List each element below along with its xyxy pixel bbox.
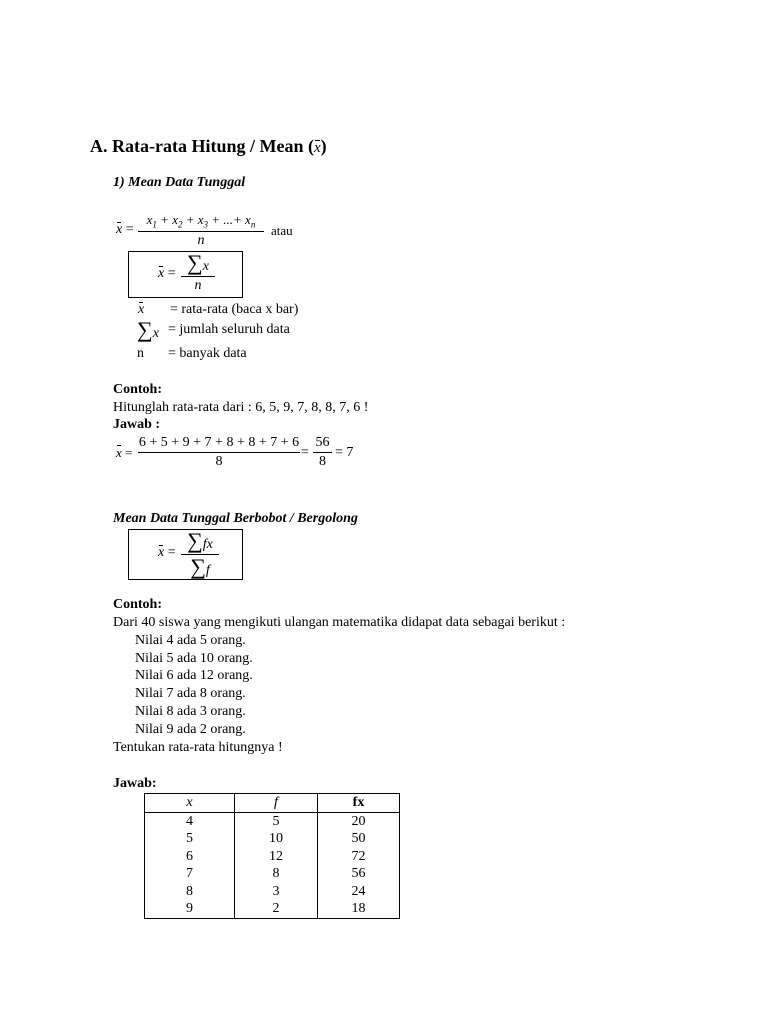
cell-x: 5 bbox=[145, 831, 235, 849]
x-bar-symbol: x bbox=[313, 140, 321, 156]
atau-text: atau bbox=[271, 223, 293, 238]
list-item: Nilai 9 ada 2 orang. bbox=[135, 722, 246, 737]
subsection-title-mean-data-tunggal: 1) Mean Data Tunggal bbox=[113, 175, 246, 190]
calc-numerator-2: 56 bbox=[315, 435, 330, 450]
cell-f: 8 bbox=[235, 866, 318, 884]
x-bar-symbol: x bbox=[138, 302, 145, 317]
example-heading: Contoh: bbox=[113, 382, 163, 397]
formula-denominator: n bbox=[194, 278, 202, 293]
cell-x: 6 bbox=[145, 848, 235, 866]
x-bar-symbol: x bbox=[158, 266, 165, 281]
table-row bbox=[145, 813, 400, 831]
calc-denominator: 8 bbox=[215, 454, 223, 469]
cell-f: 10 bbox=[235, 831, 318, 849]
x-bar-symbol: x bbox=[116, 222, 123, 237]
calc-numerator: 6 + 5 + 9 + 7 + 8 + 8 + 7 + 6 bbox=[138, 435, 300, 450]
list-item: Nilai 6 ada 12 orang. bbox=[135, 668, 253, 683]
cell-fx: 72 bbox=[318, 848, 400, 866]
formula-numerator: $x_1 + x_2 + x_3$ + ...+ $x_n$ bbox=[146, 212, 256, 230]
cell-fx: 18 bbox=[318, 901, 400, 919]
calc-result: = 7 bbox=[335, 445, 354, 460]
formula-numerator: ∑fx bbox=[187, 528, 213, 553]
x-bar-symbol: x bbox=[158, 545, 165, 560]
legend-desc: = rata-rata (baca x bar) bbox=[170, 302, 299, 317]
cell-f: 2 bbox=[235, 901, 318, 919]
cell-x: 7 bbox=[145, 866, 235, 884]
sigma-icon: ∑ bbox=[187, 250, 203, 275]
cell-fx: 20 bbox=[318, 813, 400, 831]
table-row bbox=[145, 901, 400, 919]
list-item: Nilai 8 ada 3 orang. bbox=[135, 704, 246, 719]
formula-numerator: ∑x bbox=[187, 250, 209, 275]
legend-desc: = jumlah seluruh data bbox=[168, 322, 290, 337]
sigma-icon: ∑ bbox=[187, 528, 203, 553]
column-header-x: x bbox=[145, 794, 235, 813]
list-item: Nilai 7 ada 8 orang. bbox=[135, 686, 246, 701]
legend-symbol: n bbox=[137, 346, 144, 361]
cell-f: 3 bbox=[235, 883, 318, 901]
answer-heading: Jawab: bbox=[113, 776, 157, 791]
section-title bbox=[90, 136, 327, 157]
cell-fx: 24 bbox=[318, 883, 400, 901]
legend-desc: = banyak data bbox=[168, 346, 247, 361]
cell-f: 12 bbox=[235, 848, 318, 866]
column-header-f: f bbox=[235, 794, 318, 813]
equals-sign: = bbox=[301, 445, 309, 460]
answer-heading: Jawab : bbox=[113, 417, 161, 432]
example-task: Tentukan rata-rata hitungnya ! bbox=[113, 740, 283, 755]
table-row bbox=[145, 866, 400, 884]
example-intro: Dari 40 siswa yang mengikuti ulangan matematika didapat data sebagai berikut : bbox=[113, 615, 566, 630]
subsection-title-weighted-mean: Mean Data Tunggal Berbobot / Bergolong bbox=[113, 511, 358, 526]
equals-sign: = bbox=[125, 222, 134, 237]
formula-denominator: ∑f bbox=[190, 554, 210, 579]
equals-sign: = bbox=[167, 266, 176, 281]
table-row bbox=[145, 883, 400, 901]
calc-denominator-2: 8 bbox=[319, 454, 326, 469]
section-title-close: ) bbox=[320, 136, 327, 156]
legend-symbol: x bbox=[152, 326, 159, 341]
sigma-icon: ∑ bbox=[137, 317, 153, 342]
equals-sign: = bbox=[167, 545, 176, 560]
example-heading: Contoh: bbox=[113, 597, 163, 612]
section-title-text: A. Rata-rata Hitung / Mean ( bbox=[90, 136, 314, 156]
sigma-icon: ∑ bbox=[190, 554, 206, 579]
cell-fx: 50 bbox=[318, 831, 400, 849]
list-item: Nilai 4 ada 5 orang. bbox=[135, 633, 246, 648]
cell-fx: 56 bbox=[318, 866, 400, 884]
column-header-fx: fx bbox=[318, 794, 400, 813]
example-question: Hitunglah rata-rata dari : 6, 5, 9, 7, 8, 8, 7, 6 ! bbox=[113, 400, 369, 415]
table-header-row bbox=[145, 794, 400, 813]
formula-denominator: n bbox=[197, 232, 205, 248]
list-item: Nilai 5 ada 10 orang. bbox=[135, 651, 253, 666]
frequency-table bbox=[144, 793, 400, 919]
table-row bbox=[145, 848, 400, 866]
table-row bbox=[145, 831, 400, 849]
cell-x: 9 bbox=[145, 901, 235, 919]
cell-x: 4 bbox=[145, 813, 235, 831]
cell-x: 8 bbox=[145, 883, 235, 901]
cell-f: 5 bbox=[235, 813, 318, 831]
